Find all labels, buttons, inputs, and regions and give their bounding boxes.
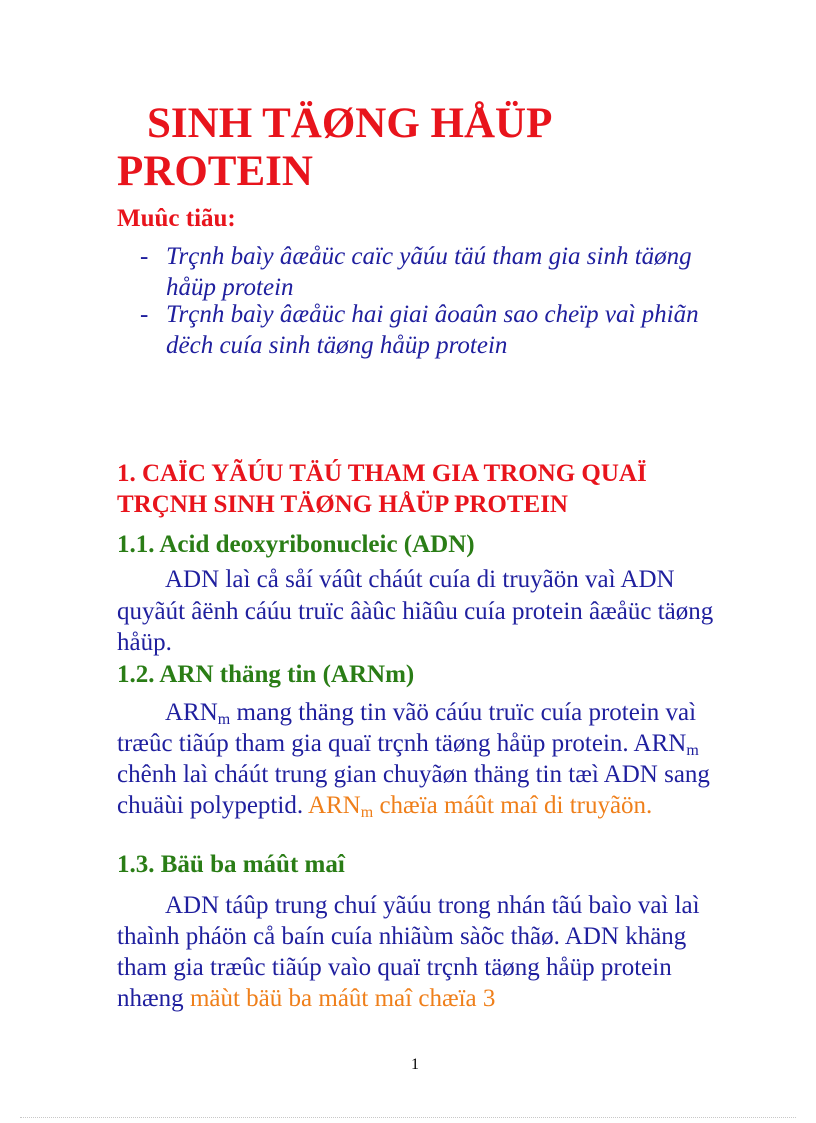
objectives-list [140,241,700,361]
list-dash: - [140,243,149,270]
arn-subscript: m [360,804,374,821]
title-line-1: SINH TÄØNG HÅÜP [147,100,553,147]
section-1-3-heading: 1.3. Bäü ba máût maî [117,851,345,878]
list-dash: - [140,301,149,328]
section-1-heading: 1. CAÏC YÃÚU TÄÚ THAM GIA TRONG QUAÏ TRÇNH SINH TÄØNG HÅÜP PROTEIN [117,460,647,518]
highlighted-text [308,792,652,819]
paragraph-text: mang thäng tin vãö cáúu truïc cuía protein vaì træûc tiãúp tham gia quaï trçnh täøng håüp protein. [117,699,697,757]
section-1-2-paragraph [117,697,727,821]
objective-item [140,241,700,303]
title-line-2: PROTEIN [117,148,313,195]
highlighted-text: mäùt bäü ba máût maî chæïa 3 [189,985,496,1012]
document-title [117,100,757,196]
arn-subscript: m [686,742,699,759]
arn-term: ARN [165,699,218,726]
section-1-1-paragraph: ADN laì cå såí váût cháút cuía di truyãön vaì ADN quyãút âënh cáúu truïc âàûc hiãûu cuía protein âæåüc täøng håüp. [117,566,714,656]
objective-item [140,299,700,361]
objective-text: Trçnh baìy âæåüc caïc yãúu täú tham gia sinh täøng håüp protein [166,243,692,301]
paragraph-text: ADN táûp trung chuí yãúu trong nhán tãú baìo vaì laì thaình pháön cå baín cuía nhiãùm sàõc thãø. ADN khäng tham gia træûc tiãúp vaìo quaï trçnh täøng håüp protein nhæng [117,892,700,1012]
arn-term: ARN [633,730,687,757]
page-bottom-divider [20,1117,796,1118]
arn-term: ARN [307,792,361,819]
paragraph-text: chênh laì cháút trung gian chuyãøn thäng tin tæì ADN sang chuäùi polypeptid. [117,761,710,819]
arn-subscript: m [217,711,231,728]
section-1-2-heading: 1.2. ARN thäng tin (ARNm) [117,661,415,688]
section-1-1-heading: 1.1. Acid deoxyribonucleic (ADN) [117,531,475,558]
objectives-heading: Muûc tiãu: [117,205,236,232]
section-1-3-paragraph [117,890,727,1014]
paragraph-text: chæïa máût maî di truyãön. [373,792,653,819]
objective-text: Trçnh baìy âæåüc hai giai âoaûn sao cheïp vaì phiãn dëch cuía sinh täøng håüp protein [166,301,699,359]
page-number: 1 [411,1056,419,1073]
